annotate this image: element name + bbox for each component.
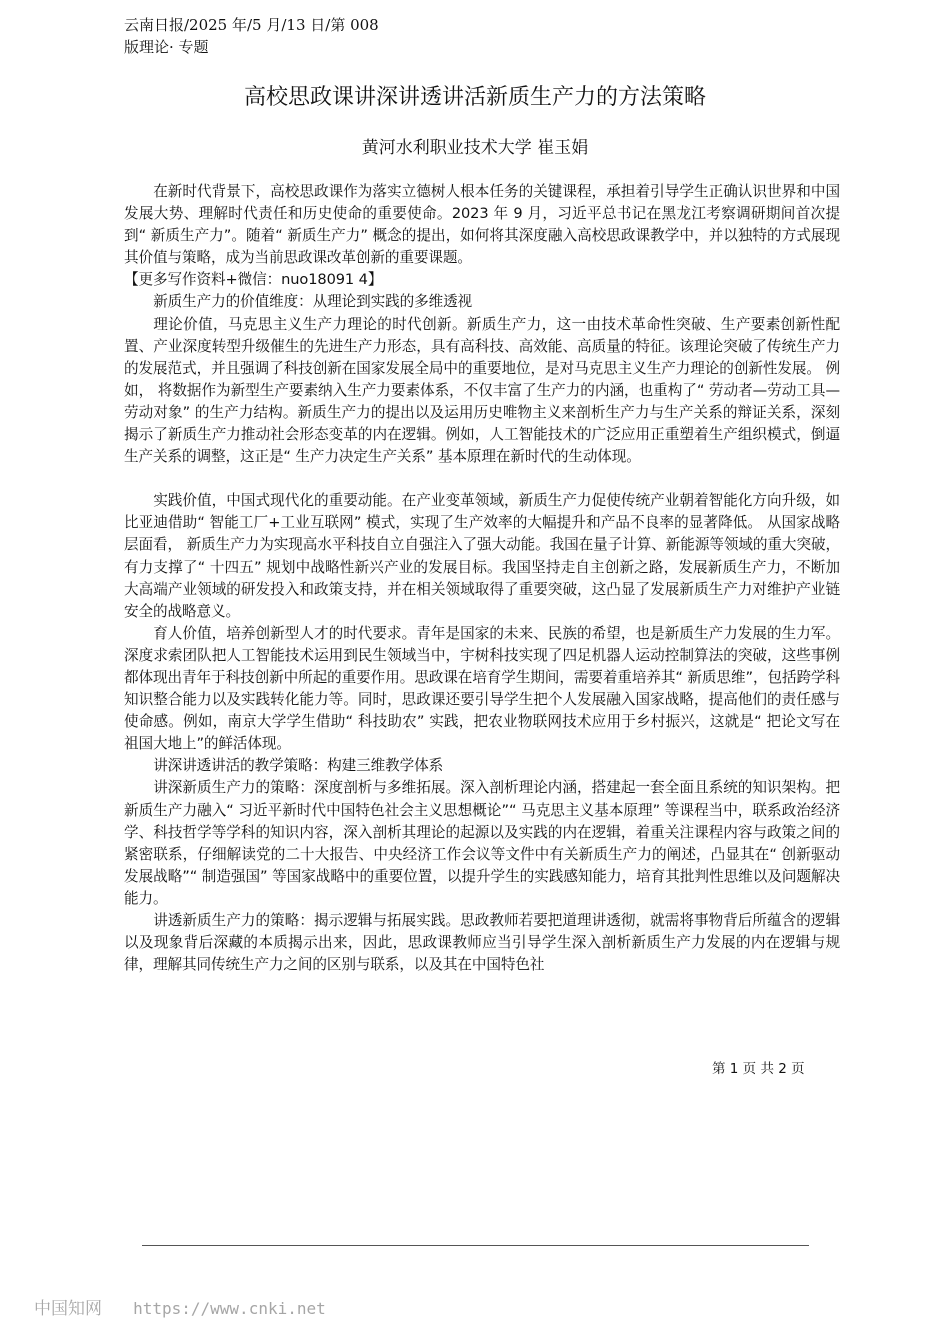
- paragraph: 实践价值，中国式现代化的重要动能。在产业变革领域，新质生产力促使传统产业朝着智能化方向升级，如比亚迪借助“ 智能工厂+工业互联网” 模式，实现了生产效率的大幅提升和产品不良率的显著降低。 从国家战略层面看， 新质生产力为实现高水平科技自立自强注入了强大动能。我国在量子计算、新能源等领域的重大突破，有力支撑了“ 十四五” 规划中战略性新兴产业的发展目标。我国坚持走自主创新之路，发展新质生产力，不断加大高端产业领域的研发投入和政策支持，并在相关领域取得了重要突破，这凸显了发展新质生产力对维护产业链安全的战略意义。: [124, 492, 840, 620]
- paragraph: 育人价值，培养创新型人才的时代要求。青年是国家的未来、民族的希望，也是新质生产力发展的生力军。深度求索团队把人工智能技术运用到民生领域当中，宇树科技实现了四足机器人运动控制算法的突破，这些事例都体现出青年于科技创新中所起的重要作用。思政课在培育学生期间，需要着重培养其“ 新质思维”，包括跨学科知识整合能力以及实践转化能力等。同时，思政课还要引导学生把个人发展融入国家战略，提高他们的责任感与使命感。例如，南京大学学生借助“ 科技助农” 实践，把农业物联网技术应用于乡村振兴，这就是“ 把论文写在祖国大地上”的鲜活体现。: [124, 624, 840, 753]
- footer-divider: [142, 1245, 809, 1246]
- section-heading: 新质生产力的价值维度：从理论到实践的多维透视: [153, 293, 473, 311]
- cnki-link[interactable]: https://www.cnki.net: [133, 1299, 326, 1318]
- cnki-logo: 中国知网: [34, 1299, 102, 1319]
- footer: [34, 1294, 326, 1319]
- page-number: 第 1 页 共 2 页: [712, 1061, 805, 1077]
- paragraph: 理论价值，马克思主义生产力理论的时代创新。新质生产力，这一由技术革命性突破、生产要素创新性配置、产业深度转型升级催生的先进生产力形态，具有高科技、高效能、高质量的特征。该理论突破了传统生产力的发展范式，并且强调了科技创新在国家发展全局中的重要地位，是对马克思主义生产力理论的创新性发展。 例如， 将数据作为新型生产要素纳入生产力要素体系，不仅丰富了生产力的内涵，也重构了“ 劳动者—劳动工具—劳动对象” 的生产力结构。新质生产力的提出以及运用历史唯物主义来剖析生产力与生产关系的辩证关系，深刻揭示了新质生产力推动社会形态变革的内在逻辑。例如，人工智能技术的广泛应用正重塑着生产组织模式，倒逼生产关系的调整，这正是“ 生产力决定生产关系” 基本原理在新时代的生动体现。: [124, 315, 840, 466]
- paragraph: 在新时代背景下，高校思政课作为落实立德树人根本任务的关键课程，承担着引导学生正确认识世界和中国发展大势、理解时代责任和历史使命的重要使命。2023 年 9 月，习近平总书记在黑龙江考察调研期间首次提到“ 新质生产力”。随着“ 新质生产力” 概念的提出，如何将其深度融入高校思政课教学中，并以独特的方式展现其价值与策略，成为当前思政课改革创新的重要课题。: [124, 183, 840, 267]
- paragraph: 讲深新质生产力的策略：深度剖析与多维拓展。深入剖析理论内涵，搭建起一套全面且系统的知识架构。把新质生产力融入“ 习近平新时代中国特色社会主义思想概论”“ 马克思主义基本原理” 等课程当中，联系政治经济学、科技哲学等学科的知识内容，深入剖析其理论的起源以及实践的内在逻辑，着重关注课程内容与政策之间的紧密联系，仔细解读党的二十大报告、中央经济工作会议等文件中有关新质生产力的阐述，凸显其在“ 创新驱动发展战略”“ 制造强国” 等国家战略中的重要位置，以提升学生的实践感知能力，培育其批判性思维以及问题解决能力。: [124, 779, 840, 907]
- section-line: 版理论· 专题: [124, 38, 209, 56]
- source-line: 云南日报/2025 年/5 月/13 日/第 008: [124, 16, 379, 34]
- source-info: [124, 14, 379, 58]
- article-title: 高校思政课讲深讲透讲活新质生产力的方法策略: [243, 85, 706, 110]
- contact-note: 【更多写作资料+微信：nuo18091 4】: [124, 271, 383, 289]
- section-heading: 讲深讲透讲活的教学策略：构建三维教学体系: [153, 757, 444, 775]
- article-body: [124, 181, 840, 976]
- paragraph: 讲透新质生产力的策略：揭示逻辑与拓展实践。思政教师若要把道理讲透彻，就需将事物背后所蕴含的逻辑以及现象背后深藏的本质揭示出来，因此，思政课教师应当引导学生深入剖析新质生产力发展的内在逻辑与规律，理解其同传统生产力之间的区别与联系，以及其在中国特色社: [124, 912, 840, 974]
- article-author: 黄河水利职业技术大学 崔玉娟: [361, 138, 589, 158]
